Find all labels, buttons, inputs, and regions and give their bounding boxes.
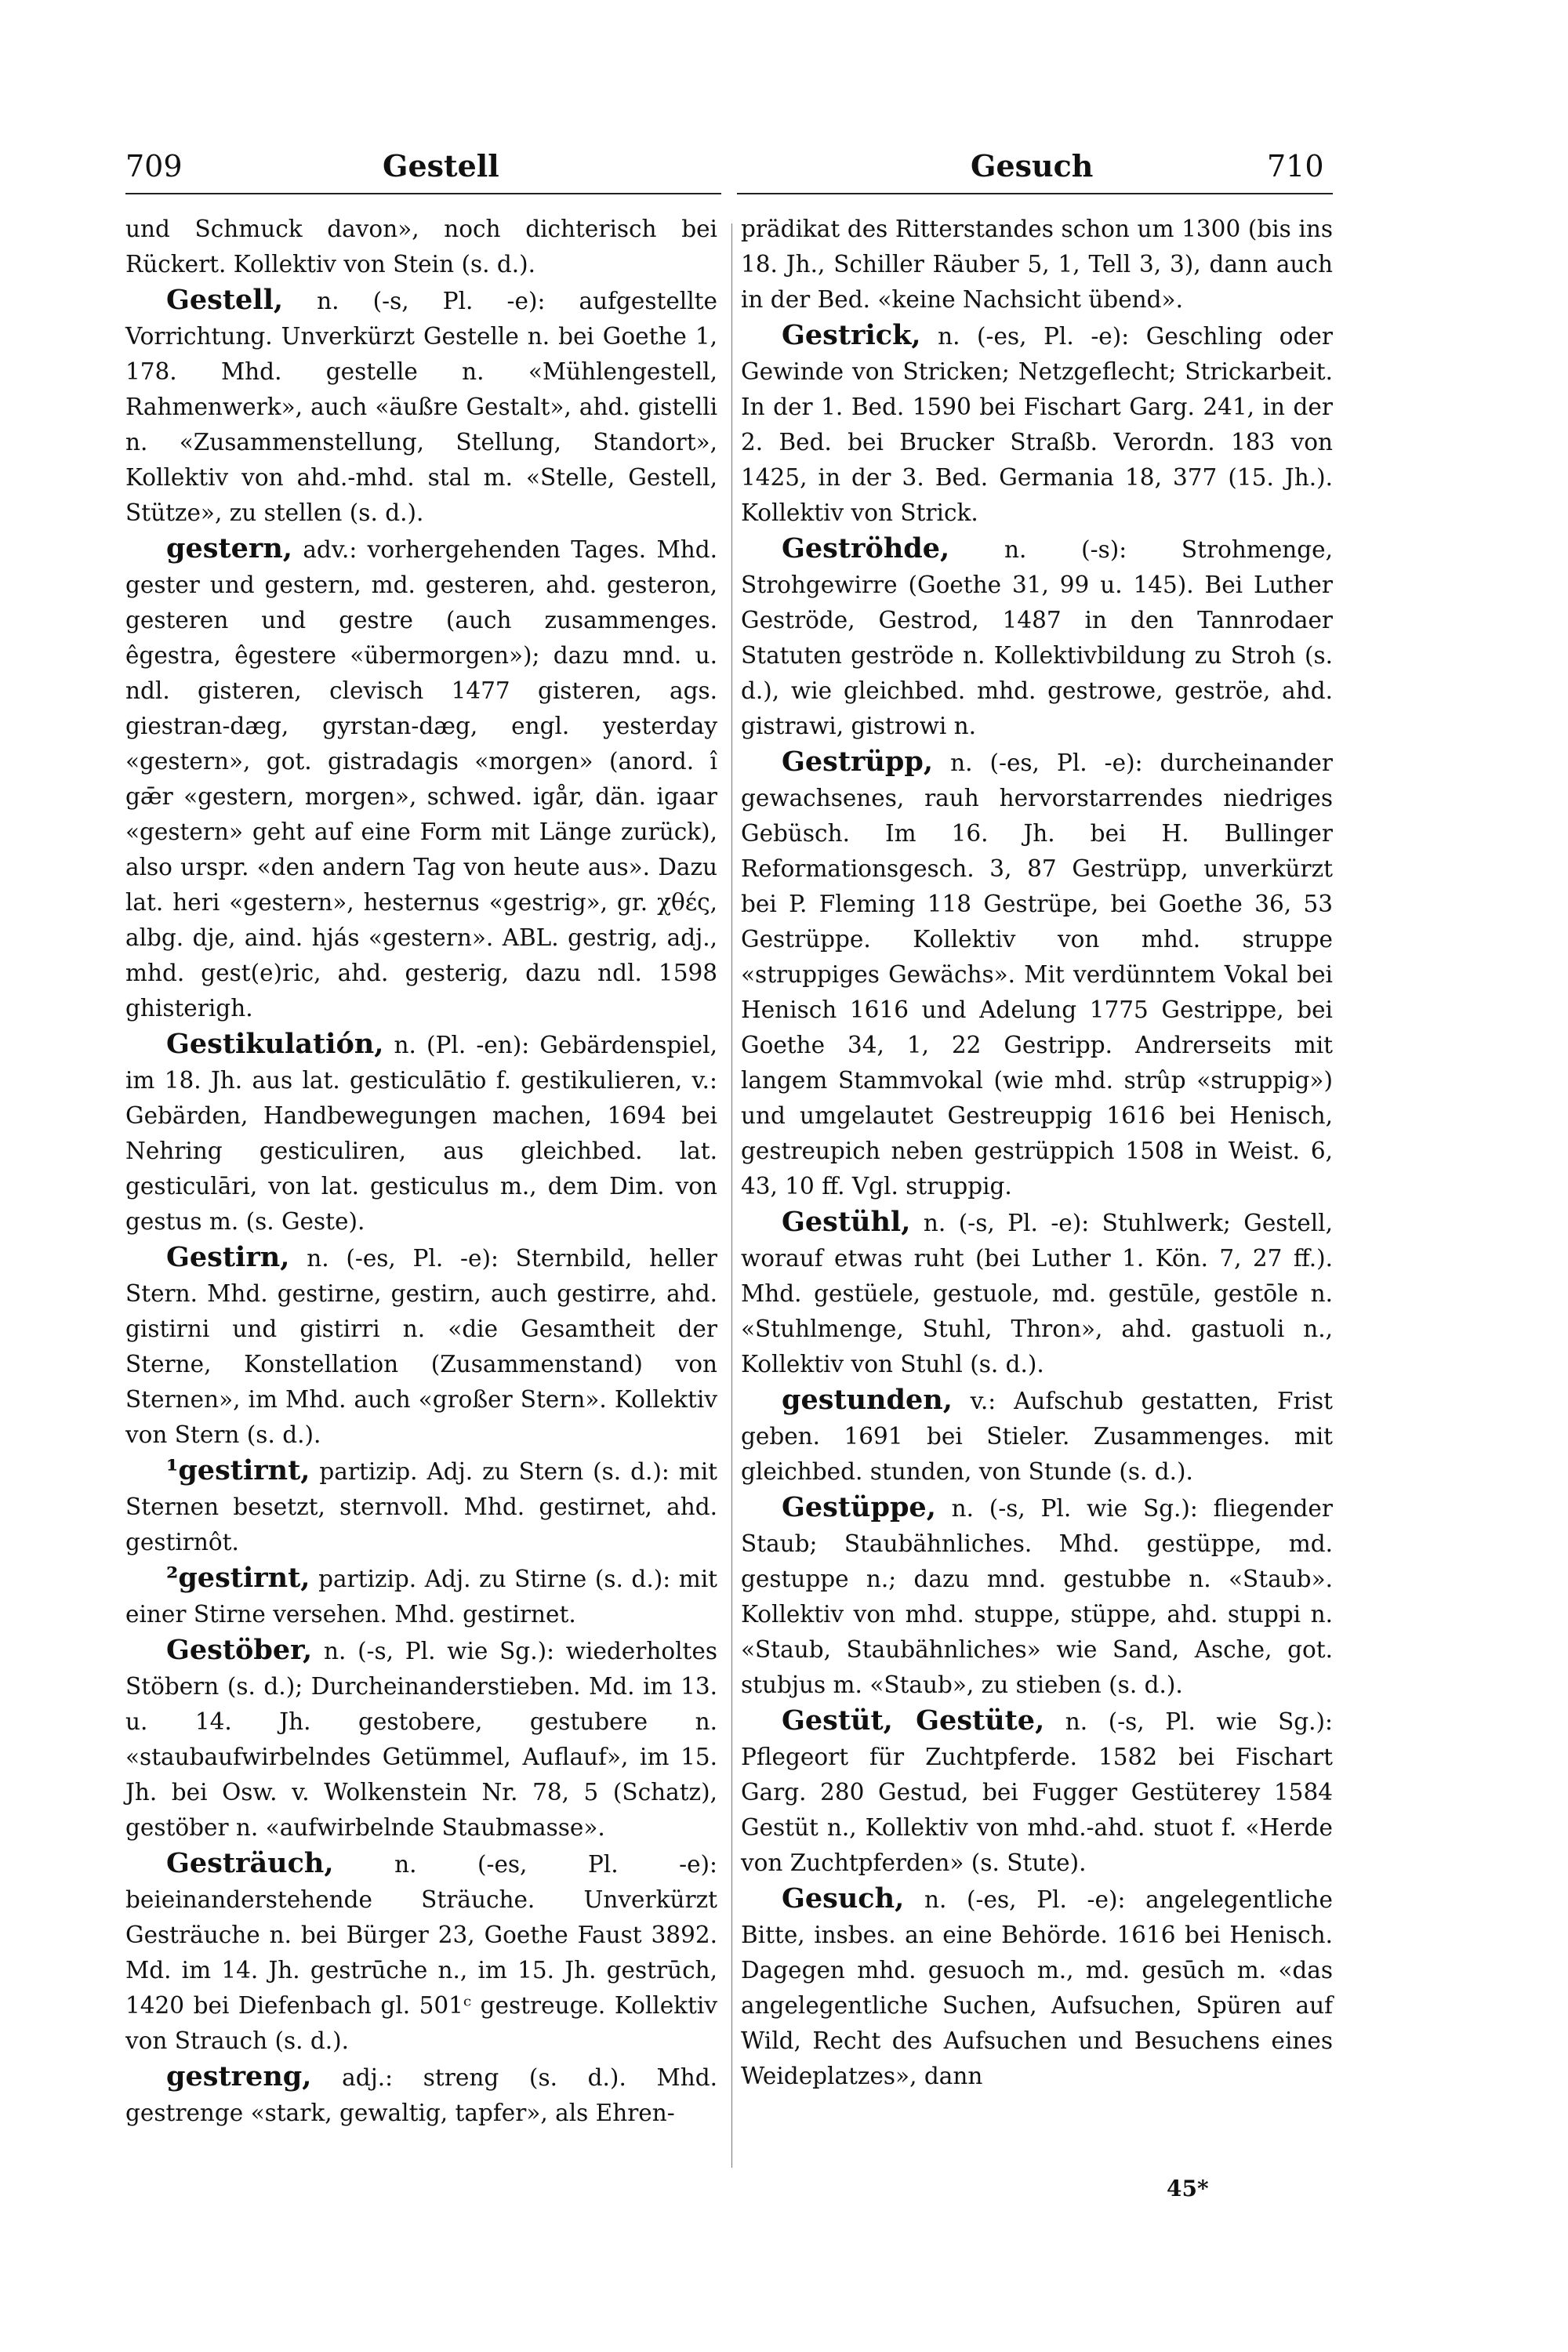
entry-text: partizip. Adj. zu Stern (s. d.): mit Sternen besetzt, sternvoll. Mhd. gestirnet, ahd. gestirnôt. xyxy=(125,1458,717,1555)
entry-text: n. (-s, Pl. -e): Stuhlwerk; Gestell, worauf etwas ruht (bei Luther 1. Kön. 7, 27 ff.). Mhd. gestüele, gestuole, md. gestūle, gestōle n. «Stuhlmenge, Stuhl, Thron», ahd. gastuoli n., Kollektiv von Stuhl (s. d.). xyxy=(741,1210,1333,1377)
entry-text: n. (-es, Pl. -e): beieinanderstehende Sträuche. Unverkürzt Gesträuche n. bei Bürger 23, Goethe Faust 3892. Md. im 14. Jh. gestrūche n., im 15. Jh. gestrūch, 1420 bei Diefenbach gl. 501ᶜ gestreuge. Kollektiv von Strauch (s. d.). xyxy=(125,1851,717,2054)
entry-text: n. (-es, Pl. -e): durcheinander gewachsenes, rauh hervorstarrendes niedriges Gebüsch. Im 16. Jh. bei H. Bullinger Reformationsgesch. 3, 87 Gestrüpp, unverkürzt bei P. Fleming 118 Gestrüpe, bei Goethe 36, 53 Gestrüppe. Kollektiv von mhd. struppe «struppiges Gewächs». Mit verdünntem Vokal bei Henisch 1616 und Adelung 1775 Gestrippe, bei Goethe 34, 1, 22 Gestripp. Andrerseits mit langem Stammvokal (wie mhd. strûp «struppig») und umgelautet Gestreuppig 1616 bei Henisch, gestreupich neben gestrüppich 1508 in Weist. 6, 43, 10 ff. Vgl. struppig. xyxy=(741,750,1333,1200)
entry-text: n. (-es, Pl. -e): Geschling oder Gewinde von Stricken; Netzgeflecht; Strickarbeit. In der 1. Bed. 1590 bei Fischart Garg. 241, in der 2. Bed. bei Brucker Straßb. Verordn. 183 von 1425, in der 3. Bed. Germania 18, 377 (15. Jh.). Kollektiv von Strick. xyxy=(741,323,1333,526)
page-number-left: 709 xyxy=(125,149,183,183)
entry-text: n. (-s, Pl. wie Sg.): wiederholtes Stöbern (s. d.); Durcheinanderstieben. Md. im 13. u. 14. Jh. gestobere, gestubere n. «staubaufwirbelndes Getümmel, Auflauf», im 15. Jh. bei Osw. v. Wolkenstein Nr. 78, 5 (Schatz), gestöber n. «aufwirbelnde Staubmasse». xyxy=(125,1638,717,1841)
left-column xyxy=(125,210,717,2131)
entry xyxy=(125,210,717,282)
headword: gestreng, xyxy=(166,2060,312,2092)
entry-text: n. (-s, Pl. -e): aufgestellte Vorrichtung. Unverkürzt Gestelle n. bei Goethe 1, 178. Mhd. gestelle n. «Mühlengestell, Rahmenwerk», auch «äußre Gestalt», ahd. gistelli n. «Zusammenstellung, Stellung, Standort», Kollektiv von ahd.-mhd. stal m. «Stelle, Gestell, Stütze», zu stellen (s. d.). xyxy=(125,288,717,526)
entry xyxy=(741,1382,1333,1490)
entry xyxy=(125,531,717,1026)
entry-text: n. (Pl. -en): Gebärdenspiel, im 18. Jh. aus lat. gesticulātio f. gestikulieren, v.: Gebärden, Handbewegungen machen, 1694 bei Nehring gesticuliren, aus gleichbed. lat. gesticulāri, von lat. gesticulus m., dem Dim. von gestus m. (s. Geste). xyxy=(125,1032,717,1235)
headword: Geströhde, xyxy=(782,532,950,564)
page-number-right: 710 xyxy=(1267,149,1324,183)
header-rule-left xyxy=(125,193,721,194)
headword: gestunden, xyxy=(782,1384,953,1416)
entry-text: n. (-s): Strohmenge, Strohgewirre (Goethe 31, 99 u. 145). Bei Luther Geströde, Gestrod, 1487 in den Tannrodaer Statuten geströde n. Kollektivbildung zu Stroh (s. d.), wie gleichbed. mhd. gestrowe, geströe, ahd. gistrawi, gistrowi n. xyxy=(741,536,1333,739)
entry-text: v.: Aufschub gestatten, Frist geben. 1691 bei Stieler. Zusammenges. mit gleichbed. stunden, von Stunde (s. d.). xyxy=(741,1388,1333,1485)
headword: Gestrick, xyxy=(782,319,921,351)
headword: ¹gestirnt, xyxy=(166,1454,310,1486)
printer-signature: 45* xyxy=(1167,2176,1209,2201)
entry-text: n. (-s, Pl. wie Sg.): Pflegeort für Zuchtpferde. 1582 bei Fischart Garg. 280 Gestud, bei Fugger Gestüterey 1584 Gestüt n., Kollektiv von mhd.-ahd. stuot f. «Herde von Zuchtpferden» (s. Stute). xyxy=(741,1708,1333,1876)
headword: Gestrüpp, xyxy=(782,746,934,778)
headword: Gestirn, xyxy=(166,1241,290,1273)
entry xyxy=(125,1632,717,1846)
headword: Gestüt, Gestüte, xyxy=(782,1704,1045,1737)
entry xyxy=(741,1490,1333,1703)
entry-text: n. (-es, Pl. -e): Sternbild, heller Stern. Mhd. gestirne, gestirn, auch gestirre, ahd. gistirni und gistirri n. «die Gesamtheit der Sterne, Konstellation (Zusammenstand) von Sternen», im Mhd. auch «großer Stern». Kollektiv von Stern (s. d.). xyxy=(125,1245,717,1448)
headword: Gestell, xyxy=(166,284,284,316)
entry-text: prädikat des Ritterstandes schon um 1300 (bis ins 18. Jh., Schiller Räuber 5, 1, Tell 3, 3), dann auch in der Bed. «keine Nachsicht übend». xyxy=(741,216,1333,313)
right-column xyxy=(741,210,1333,2094)
entry-text: adv.: vorhergehenden Tages. Mhd. gester und gestern, md. gesteren, ahd. gesteron, gesteren und gestre (auch zusammenges. êgestra, êgestere «übermorgen»); dazu mnd. u. ndl. gisteren, clevisch 1477 gisteren, ags. giestran-dæg, gyrstan-dæg, engl. yesterday «gestern», got. gistradagis «morgen» (anord. î gǣr «gestern, morgen», schwed. igår, dän. igaar «gestern» geht auf eine Form mit Länge zurück), also urspr. «den andern Tag von heute aus». Dazu lat. heri «gestern», hesternus «gestrig», gr. χθές, albg. dje, aind. hjás «gestern». ABL. gestrig, adj., mhd. gest(e)ric, ahd. gesterig, dazu ndl. 1598 ghisterigh. xyxy=(125,536,717,1022)
column-divider xyxy=(731,223,732,2168)
entry xyxy=(741,210,1333,318)
headword: Gestühl, xyxy=(782,1206,911,1238)
entry xyxy=(125,1240,717,1453)
header-title-right: Gesuch xyxy=(971,148,1094,183)
entry xyxy=(125,2059,717,2131)
entry xyxy=(741,744,1333,1204)
entry xyxy=(741,318,1333,531)
entry xyxy=(741,1881,1333,2094)
header-rule-right xyxy=(737,193,1333,194)
entry xyxy=(741,531,1333,744)
entry xyxy=(741,1703,1333,1881)
entry-text: n. (-s, Pl. wie Sg.): fliegender Staub; Staubähnliches. Mhd. gestüppe, md. gestuppe n.; dazu mnd. gestubbe n. «Staub». Kollektiv von mhd. stuppe, stüppe, ahd. stuppi n. «Staub, Staubähnliches» wie Sand, Asche, got. stubjus m. «Staub», zu stieben (s. d.). xyxy=(741,1495,1333,1698)
headword: Gestöber, xyxy=(166,1634,313,1666)
entry xyxy=(125,1560,717,1632)
headword: Gesträuch, xyxy=(166,1847,334,1879)
entry xyxy=(125,1846,717,2059)
entry xyxy=(125,282,717,531)
headword: Gestüppe, xyxy=(782,1491,936,1523)
entry xyxy=(125,1453,717,1560)
headword: ²gestirnt, xyxy=(166,1562,310,1594)
running-header xyxy=(125,149,1333,196)
entry xyxy=(741,1204,1333,1382)
headword: Gesuch, xyxy=(782,1882,905,1915)
entry-text: und Schmuck davon», noch dichterisch bei Rückert. Kollektiv von Stein (s. d.). xyxy=(125,216,717,278)
entry-text: partizip. Adj. zu Stirne (s. d.): mit einer Stirne versehen. Mhd. gestirnet. xyxy=(125,1566,717,1628)
headword: gestern, xyxy=(166,532,292,564)
header-title-left: Gestell xyxy=(383,148,499,183)
entry-text: adj.: streng (s. d.). Mhd. gestrenge «stark, gewaltig, tapfer», als Ehren- xyxy=(125,2064,717,2126)
headword: Gestikulatión, xyxy=(166,1028,384,1060)
entry-text: n. (-es, Pl. -e): angelegentliche Bitte, insbes. an eine Behörde. 1616 bei Henisch. Dagegen mhd. gesuoch m., md. gesūch m. «das angelegentliche Suchen, Aufsuchen, Spüren auf Wild, Recht des Aufsuchen und Besuchens eines Weideplatzes», dann xyxy=(741,1886,1333,2089)
entry xyxy=(125,1026,717,1240)
